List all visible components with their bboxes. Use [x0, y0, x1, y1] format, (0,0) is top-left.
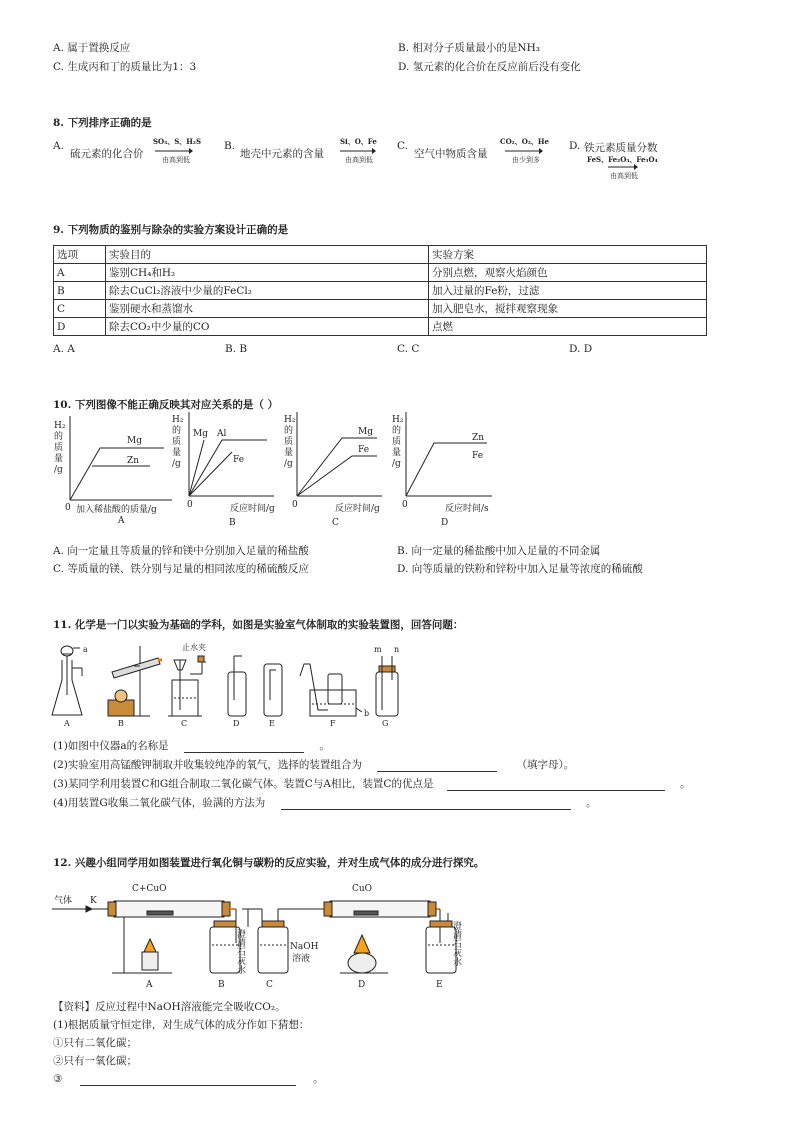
q8-d-text: 铁元素质量分数 [584, 142, 658, 154]
graph-b [172, 412, 275, 528]
table-cell: B [54, 282, 106, 300]
label-limewater-b: 澄清石灰水 [235, 929, 245, 974]
apparatus-a [52, 646, 82, 715]
graph-b-ylabel: 量 [172, 448, 182, 458]
q11-q3-blank[interactable] [447, 790, 665, 791]
q8-title: 8. 下列排序正确的是 [53, 117, 152, 129]
q8-d-arrow [608, 164, 638, 170]
q11-q2-text: (2)实验室用高锰酸钾制取并收集较纯净的氧气，选择的装置组合为 [53, 759, 362, 771]
graph-c-name: C [332, 518, 339, 528]
graph-d-xlabel: 反应时间/s [445, 504, 489, 514]
q11-q4-end: 。 [585, 797, 597, 809]
label-a: a [83, 645, 88, 654]
q10-option-c: C. 等质量的镁、铁分别与足量的相同浓度的稀硫酸反应 [53, 563, 309, 575]
q8-b-above: Si、O、Fe [340, 137, 377, 146]
graph-b-ylabel: 质 [172, 437, 182, 447]
q8-c-below: 由少到多 [512, 156, 540, 164]
apparatus-name-c: C [266, 980, 273, 990]
graph-a-xlabel: 加入稀盐酸的质量/g [76, 505, 157, 515]
apparatus-f [300, 664, 362, 716]
q11-q3-text: (3)某同学利用装置C和G组合制取二氧化碳气体。装置C与A相比，装置C的优点是 [53, 778, 434, 790]
apparatus-name-e: E [436, 980, 443, 990]
q7-option-b: B. 相对分子质量最小的是NH₃ [398, 42, 540, 54]
q11-question-3 [53, 776, 691, 791]
apparatus-name-b: B [118, 719, 124, 728]
apparatus-g [376, 656, 398, 716]
q8-b-label: B. [224, 140, 236, 152]
q9-table [53, 245, 707, 336]
graph-a-ylabel: 量 [54, 454, 64, 464]
graph-b-origin: 0 [187, 500, 193, 510]
label-cuo: CuO [352, 884, 373, 894]
q9-answer-c: C. C [397, 343, 420, 355]
q12-guess-2: ②只有一氧化碳； [53, 1055, 137, 1067]
q12-guess-3-marker: ③ [53, 1073, 63, 1085]
graph-b-xlabel: 反应时间/g [230, 504, 275, 514]
table-cell: D [54, 318, 106, 336]
q11-title: 11. 化学是一门以实验为基础的学科，如图是实验室气体制取的实验装置图，回答问题： [53, 619, 464, 631]
q8-b-arrow [340, 148, 376, 154]
table-cell: 点燃 [429, 318, 707, 336]
q11-q1-text: (1)如图中仪器a的名称是 [53, 740, 169, 752]
q8-a-text: 硫元素的化合价 [70, 148, 144, 160]
graph-d-ylabel: 量 [392, 448, 402, 458]
q7-option-a: A. 属于置换反应 [53, 42, 131, 54]
table-cell: 除去CO₂中少量的CO [106, 318, 429, 336]
q11-q2-blank[interactable] [377, 771, 497, 772]
q9-title: 9. 下列物质的鉴别与除杂的实验方案设计正确的是 [53, 224, 289, 236]
table-cell: 加入肥皂水，搅拌观察现象 [429, 300, 707, 318]
table-cell: 鉴别CH₄和H₂ [106, 264, 429, 282]
apparatus-name-a: A [146, 980, 153, 990]
graph-d-ylabel: 的 [392, 426, 402, 436]
graph-a-ylabel: 的 [54, 432, 64, 442]
label-b: b [364, 709, 370, 718]
graph-c-ylabel: H₂ [284, 415, 296, 425]
graph-a-ylabel: H₂ [54, 421, 66, 431]
graph-b-line-al [189, 440, 267, 496]
q12-guess-3-blank[interactable] [80, 1085, 296, 1086]
q11-question-2 [53, 757, 574, 772]
q12-guess-3 [53, 1071, 324, 1086]
graph-c-ylabel: 的 [284, 426, 294, 436]
q12-info: 【资料】反应过程中NaOH溶液能完全吸收CO₂。 [53, 1001, 286, 1013]
graph-d-ylabel: /g [392, 459, 401, 469]
q11-q1-end: 。 [319, 740, 330, 752]
q11-apparatus [50, 640, 410, 728]
table-cell: 鉴别硬水和蒸馏水 [106, 300, 429, 318]
q10-option-b: B. 向一定量的稀盐酸中加入足量的不同金属 [397, 545, 601, 557]
q11-q1-blank[interactable] [184, 752, 304, 753]
q8-d-label: D. [569, 140, 581, 152]
q9-answer-d: D. D [569, 343, 593, 355]
graph-b-ylabel: 的 [172, 426, 182, 436]
q8-c-arrow [505, 148, 543, 154]
graph-a-ylabel: /g [54, 465, 63, 475]
graph-a [54, 416, 172, 526]
apparatus-name-d: D [233, 719, 240, 728]
label-n: n [394, 645, 400, 654]
label-naoh-solution: 溶液 [292, 954, 311, 964]
q10-option-d: D. 向等质量的铁粉和锌粉中加入足量等浓度的稀硫酸 [397, 563, 643, 575]
graph-b-ylabel: /g [172, 459, 181, 469]
q9-answer-a: A. A [53, 343, 75, 355]
q8-b-text: 地壳中元素的含量 [240, 148, 324, 160]
graph-d-zn-label: Zn [472, 433, 485, 443]
table-header-cell: 选项 [54, 246, 106, 264]
apparatus-name-f: F [330, 719, 336, 728]
q8-c-above: CO₂、O₂、He [500, 137, 549, 146]
graph-d-origin: 0 [402, 500, 408, 510]
q11-question-1 [53, 738, 330, 753]
table-header-cell: 实验方案 [429, 246, 707, 264]
q10-title: 10. 下列图像不能正确反映其对应关系的是（ ） [53, 399, 279, 411]
q7-option-c: C. 生成丙和丁的质量比为1：3 [53, 61, 197, 73]
apparatus-name-b: B [218, 980, 225, 990]
label-naoh: NaOH [290, 942, 319, 952]
graph-a-name: A [118, 516, 125, 526]
q9-answer-b: B. B [225, 343, 248, 355]
apparatus-name-a: A [64, 719, 70, 728]
q8-c-label: C. [397, 140, 408, 152]
graph-b-al-label: Al [217, 429, 227, 439]
graph-c-ylabel: 质 [284, 437, 294, 447]
q10-option-a: A. 向一定量且等质量的锌和镁中分别加入足量的稀盐酸 [53, 545, 309, 557]
q11-q2-end: （填字母）。 [516, 759, 575, 771]
graph-c-ylabel: /g [284, 459, 293, 469]
table-cell: 加入过量的Fe粉，过滤 [429, 282, 707, 300]
q12-title: 12. 兴趣小组同学用如图装置进行氧化铜与碳粉的反应实验，并对生成气体的成分进行探究。 [53, 857, 485, 869]
graph-a-origin: 0 [65, 503, 71, 513]
apparatus-d [228, 656, 246, 716]
q10-graphs [52, 408, 692, 533]
graph-a-zn-label: Zn [127, 456, 140, 466]
apparatus-c [258, 909, 322, 973]
inlet-arrow-icon [86, 906, 92, 912]
apparatus-d [324, 901, 436, 973]
q11-q4-blank[interactable] [281, 809, 571, 810]
q12-question-1: (1)根据质量守恒定律，对生成气体的成分作如下猜想： [53, 1019, 310, 1031]
label-clip: 止水夹 [182, 643, 206, 652]
apparatus-name-e: E [269, 719, 275, 728]
graph-c [284, 412, 382, 528]
label-m: m [374, 645, 382, 654]
q8-a-label: A. [53, 140, 64, 152]
table-header-row [54, 246, 707, 264]
apparatus-name-d: D [358, 980, 366, 990]
graph-c-fe-label: Fe [358, 445, 370, 455]
table-row [54, 264, 707, 282]
q8-b-below: 由高到低 [345, 156, 373, 164]
graph-c-ylabel: 量 [284, 448, 294, 458]
label-limewater-e: 澄清石灰水 [451, 921, 461, 966]
table-row [54, 300, 707, 318]
graph-b-name: B [229, 518, 236, 528]
table-cell: A [54, 264, 106, 282]
graph-b-line-mg [189, 440, 204, 496]
q8-a-arrow [155, 148, 193, 154]
table-header-cell: 实验目的 [106, 246, 429, 264]
label-k: K [90, 896, 97, 906]
q8-d-below: 由高到低 [610, 172, 638, 180]
graph-d-name: D [441, 518, 449, 528]
q12-guess-3-end: 。 [313, 1073, 324, 1085]
apparatus-name-c: C [181, 719, 188, 728]
graph-a-mg-label: Mg [127, 436, 142, 446]
graph-b-mg-label: Mg [193, 429, 208, 439]
q11-q3-end: 。 [680, 778, 691, 790]
table-cell: 分别点燃，观察火焰颜色 [429, 264, 707, 282]
graph-d [392, 412, 492, 528]
apparatus-b [108, 646, 162, 716]
q11-q4-text: (4)用装置G收集二氧化碳气体，验满的方法为 [53, 797, 266, 809]
graph-b-fe-label: Fe [233, 455, 245, 465]
table-row [54, 318, 707, 336]
q8-d-above: FeS、Fe₂O₃、Fe₃O₄ [587, 155, 658, 164]
graph-c-xlabel: 反应时间/g [335, 504, 380, 514]
graph-d-ylabel: H₂ [392, 415, 404, 425]
graph-a-line-mg [70, 448, 164, 500]
q8-c-text: 空气中物质含量 [414, 148, 488, 160]
q7-option-d: D. 氢元素的化合价在反应前后没有变化 [398, 61, 581, 73]
q12-apparatus [52, 877, 492, 991]
q8-a-below: 由高到低 [162, 156, 190, 164]
graph-c-mg-label: Mg [358, 427, 373, 437]
graph-a-ylabel: 质 [54, 443, 64, 453]
graph-d-ylabel: 质 [392, 437, 402, 447]
q8-a-above: SO₃、S、H₂S [153, 137, 202, 146]
label-c-cuo: C+CuO [132, 884, 167, 894]
apparatus-name-g: G [382, 719, 389, 728]
graph-c-origin: 0 [292, 500, 298, 510]
apparatus-c [168, 656, 206, 716]
table-cell: 除去CuCl₂溶液中少量的FeCl₂ [106, 282, 429, 300]
q12-guess-1: ①只有二氧化碳； [53, 1037, 137, 1049]
apparatus-e [264, 664, 282, 716]
table-cell: C [54, 300, 106, 318]
graph-b-ylabel: H₂ [172, 415, 184, 425]
apparatus-a [108, 901, 230, 973]
q11-question-4 [53, 795, 596, 810]
table-row [54, 282, 707, 300]
graph-d-fe-label: Fe [472, 451, 484, 461]
graph-c-line-fe [297, 456, 377, 496]
label-gas: 气体 [54, 896, 73, 906]
